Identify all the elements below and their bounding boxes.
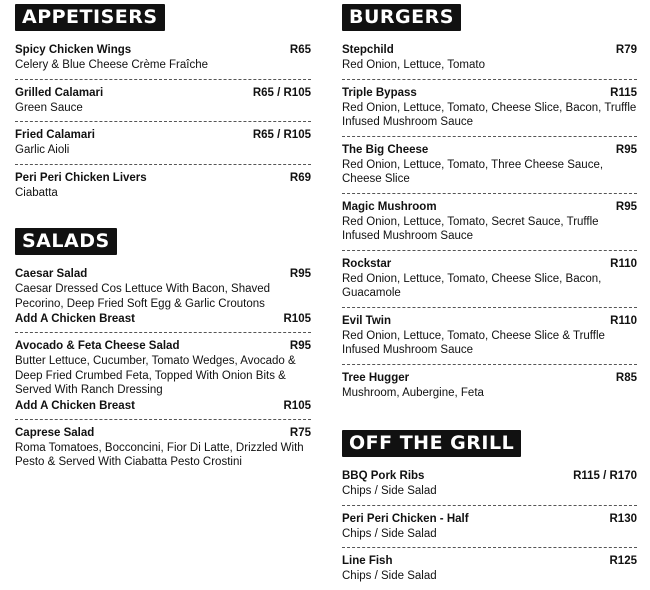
item-description: Roma Tomatoes, Bocconcini, Fior Di Latte, Drizzled With Pesto & Served With Ciabatta Pesto Crostini (15, 441, 304, 468)
item-price: R95 (615, 143, 637, 156)
item-name: Magic Mushroom (342, 200, 437, 213)
item-name: Line Fish (342, 555, 393, 567)
item-description: Chips / Side Salad (342, 570, 437, 582)
addon-name: Add A Chicken Breast (15, 313, 135, 325)
item-name: Spicy Chicken Wings (15, 44, 132, 56)
item-name: Evil Twin (342, 314, 391, 327)
section-spacer (342, 406, 637, 430)
item-description: Ciabatta (15, 186, 58, 199)
menu-item (15, 264, 311, 332)
grill-heading: OFF THE GRILL (342, 430, 521, 457)
item-price: R95 (615, 200, 637, 213)
burgers-heading: BURGERS (342, 4, 461, 31)
menu-item (342, 193, 637, 250)
item-price: R69 (289, 171, 311, 184)
item-name: Tree Hugger (342, 371, 410, 384)
item-price: R65 / R105 (252, 86, 311, 99)
item-name: Peri Peri Chicken - Half (342, 512, 469, 525)
item-name: Avocado & Feta Cheese Salad (15, 340, 180, 352)
addon-price: R105 (283, 399, 311, 412)
menu-item (342, 547, 637, 590)
menu-item (15, 332, 311, 419)
menu-item (342, 364, 637, 407)
appetisers-list (15, 40, 311, 206)
menu-item (342, 40, 637, 79)
menu-item (342, 505, 637, 548)
item-name: The Big Cheese (342, 143, 429, 156)
item-addon (15, 312, 311, 326)
item-addon (15, 399, 311, 413)
item-description: Caesar Dressed Cos Lettuce With Bacon, Shaved Pecorino, Deep Fried Soft Egg & Garlic Croutons (15, 283, 271, 310)
salads-list (15, 264, 311, 476)
item-name: Peri Peri Chicken Livers (15, 171, 147, 184)
item-description: Butter Lettuce, Cucumber, Tomato Wedges, Avocado & Deep Fried Crumbed Feta, Topped With Onion Bits & Served With Ranch Dressing (15, 355, 296, 396)
item-name: Caprese Salad (15, 426, 95, 439)
addon-name: Add A Chicken Breast (15, 399, 135, 412)
grill-section (342, 430, 637, 590)
salads-heading: SALADS (15, 228, 117, 255)
item-price: R95 (289, 340, 311, 352)
grill-list (342, 466, 637, 590)
item-description: Chips / Side Salad (342, 527, 437, 540)
item-price: R110 (610, 257, 637, 270)
item-description: Green Sauce (15, 101, 83, 114)
item-name: Rockstar (342, 257, 392, 270)
item-price: R75 (289, 426, 311, 439)
item-price: R65 (289, 44, 311, 56)
item-description: Garlic Aioli (15, 144, 70, 156)
menu-item (15, 164, 311, 207)
menu-item (15, 40, 311, 79)
menu-item (342, 136, 637, 193)
right-column (342, 0, 637, 590)
appetisers-section (15, 0, 311, 206)
burgers-list (342, 40, 637, 406)
item-name: Fried Calamari (15, 129, 95, 141)
section-spacer (15, 206, 311, 228)
item-description: Celery & Blue Cheese Crème Fraîche (15, 59, 209, 71)
item-price: R125 (609, 555, 637, 567)
left-column (15, 0, 311, 476)
menu-item (342, 466, 637, 505)
item-name: BBQ Pork Ribs (342, 470, 425, 482)
item-description: Red Onion, Lettuce, Tomato (342, 59, 485, 71)
item-name: Triple Bypass (342, 86, 417, 99)
item-description: Chips / Side Salad (342, 485, 437, 497)
item-name: Caesar Salad (15, 268, 88, 280)
item-description: Red Onion, Lettuce, Tomato, Cheese Slice & Truffle Infused Mushroom Sauce (342, 329, 605, 356)
item-price: R130 (609, 512, 637, 525)
menu-item (15, 419, 311, 476)
salads-section (15, 228, 311, 476)
menu-item (15, 79, 311, 122)
item-price: R110 (610, 314, 637, 327)
item-price: R95 (289, 268, 311, 280)
item-price: R85 (615, 371, 637, 384)
appetisers-heading: APPETISERS (15, 4, 165, 31)
item-description: Red Onion, Lettuce, Tomato, Cheese Slice, Bacon, Guacamole (342, 272, 602, 299)
item-description: Red Onion, Lettuce, Tomato, Cheese Slice, Bacon, Truffle Infused Mushroom Sauce (342, 101, 637, 128)
item-name: Stepchild (342, 44, 394, 56)
menu-item (15, 121, 311, 164)
menu-item (342, 307, 637, 364)
menu-item (342, 250, 637, 307)
item-price: R115 / R170 (573, 470, 637, 482)
item-description: Red Onion, Lettuce, Tomato, Secret Sauce, Truffle Infused Mushroom Sauce (342, 215, 599, 242)
item-price: R115 (610, 86, 637, 99)
addon-price: R105 (283, 313, 311, 325)
item-price: R65 / R105 (252, 129, 311, 141)
item-price: R79 (615, 44, 637, 56)
item-name: Grilled Calamari (15, 86, 104, 99)
item-description: Mushroom, Aubergine, Feta (342, 386, 484, 399)
burgers-section (342, 0, 637, 406)
item-description: Red Onion, Lettuce, Tomato, Three Cheese Sauce, Cheese Slice (342, 158, 604, 185)
menu-item (342, 79, 637, 136)
